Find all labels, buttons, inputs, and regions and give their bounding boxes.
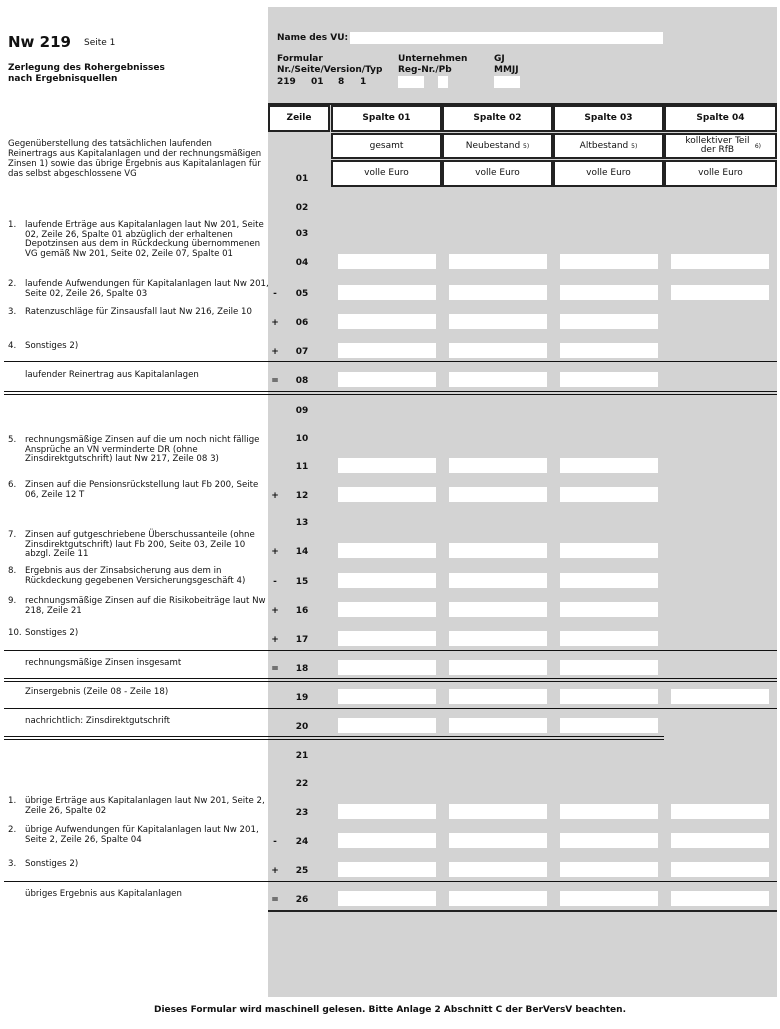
row-text-18: rechnungsmäßige Zinsen insgesamt [25,658,182,668]
sub-neubestand-note: 5) [523,142,530,150]
input-z11-s03[interactable] [560,458,658,473]
row-num-06: 3. [8,307,17,317]
col-zeile: Zeile [268,105,330,132]
input-z06-s02[interactable] [449,314,547,329]
input-z26-s01[interactable] [338,891,436,906]
row-num-24: 2. [8,825,17,835]
row-text-05: laufende Aufwendungen für Kapitalanlagen laut Nw 201, Seite 02, Zeile 26, Spalte 03 [25,279,269,299]
col-spalte-04: Spalte 04 [664,105,777,132]
input-z24-s01[interactable] [338,833,436,848]
sub-rfb-label: kollektiver Teil der RfB [685,136,750,155]
zeile-15: 15 [295,577,309,587]
row-text-23: übrige Erträge aus Kapitalanlagen laut Nw 201, Seite 2, Zeile 26, Spalte 02 [25,796,265,816]
sign-14: + [271,547,279,557]
subtitle-line2: nach Ergebnisquellen [8,74,118,84]
input-z18-s03[interactable] [560,660,658,675]
input-z19-s03[interactable] [560,689,658,704]
col-spalte-02: Spalte 02 [442,105,553,132]
input-z04-s04[interactable] [671,254,769,269]
input-z25-s02[interactable] [449,862,547,877]
row-num-07: 4. [8,341,17,351]
input-z23-s04[interactable] [671,804,769,819]
zeile-19: 19 [295,693,309,703]
zeile-04: 04 [295,258,309,268]
input-z25-s03[interactable] [560,862,658,877]
input-z23-s03[interactable] [560,804,658,819]
sign-05: - [273,289,277,299]
formular-seite: 01 [311,77,324,87]
rule-after-20 [4,736,664,740]
zeile-16: 16 [295,606,309,616]
row-num-17: 10. [8,628,22,638]
row-text-17: Sonstiges 2) [25,628,79,638]
input-z07-s02[interactable] [449,343,547,358]
row-text-07: Sonstiges 2) [25,341,79,351]
formular-nr: 219 [277,77,296,87]
row-text-26: übriges Ergebnis aus Kapitalanlagen [25,889,182,899]
row-text-03: laufende Erträge aus Kapitalanlagen laut Nw 201, Seite 02, Zeile 26, Spalte 01 abzüglich der erhaltenen Depotzinsen aus dem in Rückdeckung übernommenen VG gemäß Nw 201, Seite 02, Zeile 07, Spalte 01 [25,220,264,259]
row-text-19: Zinsergebnis (Zeile 08 - Zeile 18) [25,687,169,697]
row-num-15: 8. [8,566,17,576]
col-spalte-01: Spalte 01 [331,105,442,132]
input-z19-s02[interactable] [449,689,547,704]
row-text-08: laufender Reinertrag aus Kapitalanlagen [25,370,199,380]
zeile-22: 22 [295,779,309,789]
row-text-12: Zinsen auf die Pensionsrückstellung laut Fb 200, Seite 06, Zeile 12 T [25,480,259,500]
sign-15: - [273,577,277,587]
row-text-24: übrige Aufwendungen für Kapitalanlagen laut Nw 201, Seite 2, Zeile 26, Spalte 04 [25,825,259,845]
row-num-11: 5. [8,435,17,445]
zeile-06: 06 [295,318,309,328]
input-z26-s02[interactable] [449,891,547,906]
input-z06-s01[interactable] [338,314,436,329]
row-text-20: nachrichtlich: Zinsdirektgutschrift [25,716,171,726]
subtitle-line1: Zerlegung des Rohergebnisses [8,63,165,73]
input-z19-s01[interactable] [338,689,436,704]
sign-18: = [271,664,279,674]
vu-name-field[interactable] [350,32,663,44]
row-text-11: rechnungsmäßige Zinsen auf die um noch nicht fällige Ansprüche an VN verminderte DR (ohne Zinsdirektgutschrift) laut Nw 217, Zeile 08 3) [25,435,260,465]
input-z15-s02[interactable] [449,573,547,588]
row-num-12: 6. [8,480,17,490]
zeile-21: 21 [295,751,309,761]
input-z11-s01[interactable] [338,458,436,473]
sign-08: = [271,376,279,386]
rule-25-26 [4,881,777,882]
footer-note: Dieses Formular wird maschinell gelesen. Bitte Anlage 2 Abschnitt C der BerVersV beachten. [153,1005,626,1015]
input-z16-s03[interactable] [560,602,658,617]
zeile-07: 07 [295,347,309,357]
row-text-06: Ratenzuschläge für Zinsausfall laut Nw 216, Zeile 10 [25,307,252,317]
sub-altbestand [553,133,664,159]
input-z15-s01[interactable] [338,573,436,588]
input-z08-s02[interactable] [449,372,547,387]
row-text-16: rechnungsmäßige Zinsen auf die Risikobeiträge laut Nw 218, Zeile 21 [25,596,266,616]
sign-26: = [271,895,279,905]
zeile-24: 24 [295,837,309,847]
sub-rfb-note: 6) [754,142,761,150]
zeile-11: 11 [295,462,309,472]
sign-24: - [273,837,277,847]
input-z24-s04[interactable] [671,833,769,848]
sub-neubestand [442,133,553,159]
row-num-16: 9. [8,596,17,606]
rule-after-08 [4,391,777,395]
unternehmen-label: Unternehmen [398,54,468,64]
input-z14-s03[interactable] [560,543,658,558]
input-z04-s03[interactable] [560,254,658,269]
input-z05-s04[interactable] [671,285,769,300]
input-z05-s03[interactable] [560,285,658,300]
zeile-13: 13 [295,518,309,528]
input-z04-s01[interactable] [338,254,436,269]
row-num-14: 7. [8,530,17,540]
formular-sub: Nr./Seite/Version/Typ [277,65,383,75]
input-z24-s03[interactable] [560,833,658,848]
zeile-25: 25 [295,866,309,876]
intro-text: Gegenüberstellung des tatsächlichen laufenden Reinertrags aus Kapitalanlagen und der rechnungsmäßigen Zinsen 1) sowie das übrige Ergebnis aus Kapitalanlagen für das selbst abgeschlossene VG [8,139,262,179]
page-label: Seite 1 [84,38,116,48]
gj-sub: MMJJ [494,65,519,75]
input-z24-s02[interactable] [449,833,547,848]
rule-end [268,910,777,912]
zeile-18: 18 [295,664,309,674]
unit-01: volle Euro [331,160,442,187]
zeile-09: 09 [295,406,309,416]
row-text-25: Sonstiges 2) [25,859,79,869]
pb-field[interactable] [438,76,448,88]
input-z25-s04[interactable] [671,862,769,877]
input-z19-s04[interactable] [671,689,769,704]
sign-12: + [271,491,279,501]
zeile-03: 03 [295,229,309,239]
sub-neubestand-label: Neubestand [465,140,521,151]
input-z16-s02[interactable] [449,602,547,617]
input-z07-s01[interactable] [338,343,436,358]
zeile-14: 14 [295,547,309,557]
row-num-25: 3. [8,859,17,869]
zeile-05: 05 [295,289,309,299]
input-z15-s03[interactable] [560,573,658,588]
input-z23-s02[interactable] [449,804,547,819]
input-z20-s02[interactable] [449,718,547,733]
rule-after-18 [4,678,777,682]
input-z18-s02[interactable] [449,660,547,675]
sub-altbestand-label: Altbestand [579,140,629,151]
input-z08-s03[interactable] [560,372,658,387]
row-num-05: 2. [8,279,17,289]
input-z20-s03[interactable] [560,718,658,733]
zeile-10: 10 [295,434,309,444]
sub-gesamt [331,133,442,159]
input-z12-s01[interactable] [338,487,436,502]
unit-03: volle Euro [553,160,664,187]
gj-label: GJ [494,54,505,64]
sub-altbestand-note: 5) [631,142,638,150]
row-num-23: 1. [8,796,17,806]
row-text-14: Zinsen auf gutgeschriebene Überschussanteile (ohne Zinsdirektgutschrift) laut Fb 200, Seite 03, Zeile 10 abzgl. Zeile 11 [25,530,255,560]
vu-name-label: Name des VU: [277,33,349,43]
formular-typ: 1 [360,77,367,87]
sub-rfb [664,133,777,159]
input-z16-s01[interactable] [338,602,436,617]
sign-06: + [271,318,279,328]
unit-04: volle Euro [664,160,777,187]
form-id: Nw 219 [8,33,71,51]
input-z05-s02[interactable] [449,285,547,300]
input-z26-s03[interactable] [560,891,658,906]
input-z12-s03[interactable] [560,487,658,502]
input-z14-s01[interactable] [338,543,436,558]
input-z26-s04[interactable] [671,891,769,906]
unit-02: volle Euro [442,160,553,187]
zeile-23: 23 [295,808,309,818]
zeile-20: 20 [295,722,309,732]
sub-gesamt-label: gesamt [369,140,404,151]
input-z23-s01[interactable] [338,804,436,819]
input-z17-s02[interactable] [449,631,547,646]
col-spalte-03: Spalte 03 [553,105,664,132]
rule-after-19 [4,708,777,709]
zeile-02: 02 [295,203,309,213]
unternehmen-sub: Reg-Nr./Pb [398,65,452,75]
input-z25-s01[interactable] [338,862,436,877]
zeile-12: 12 [295,491,309,501]
rule-17-18 [4,650,777,651]
formular-label: Formular [277,54,323,64]
input-z04-s02[interactable] [449,254,547,269]
input-z17-s01[interactable] [338,631,436,646]
sign-07: + [271,347,279,357]
input-z17-s03[interactable] [560,631,658,646]
formular-version: 8 [338,77,345,87]
reg-nr-field[interactable] [398,76,424,88]
rule-07-08 [4,361,777,362]
input-z12-s02[interactable] [449,487,547,502]
input-z08-s01[interactable] [338,372,436,387]
zeile-08: 08 [295,376,309,386]
gj-field[interactable] [494,76,520,88]
zeile-17: 17 [295,635,309,645]
input-z18-s01[interactable] [338,660,436,675]
row-num-03: 1. [8,220,17,230]
sign-17: + [271,635,279,645]
input-z14-s02[interactable] [449,543,547,558]
zeile-01: 01 [295,174,309,184]
input-z06-s03[interactable] [560,314,658,329]
sign-16: + [271,606,279,616]
sign-25: + [271,866,279,876]
input-z07-s03[interactable] [560,343,658,358]
zeile-26: 26 [295,895,309,905]
input-z11-s02[interactable] [449,458,547,473]
input-z20-s01[interactable] [338,718,436,733]
row-text-15: Ergebnis aus der Zinsabsicherung aus dem in Rückdeckung gegebenen Versicherungsgeschäft 4) [25,566,246,586]
input-z05-s01[interactable] [338,285,436,300]
